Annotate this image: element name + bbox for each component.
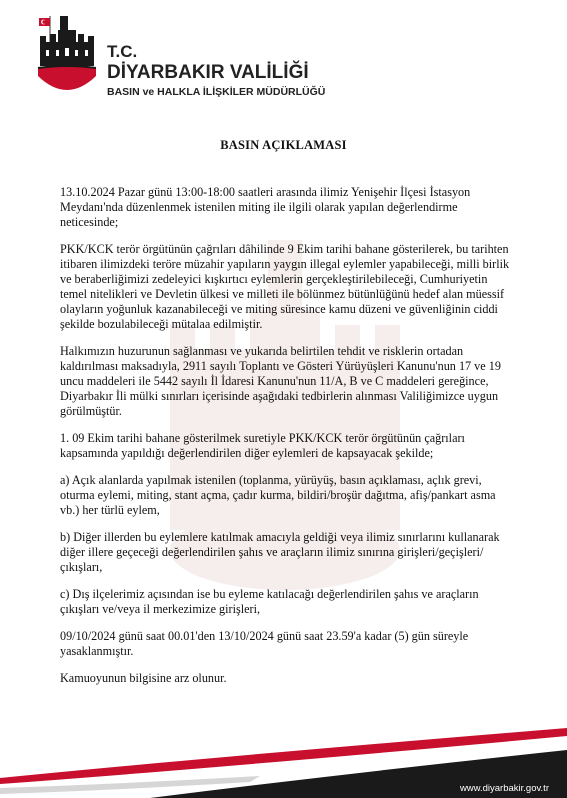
paragraph-item-b: b) Diğer illerden bu eylemlere katılmak amacıyla geldiği veya ilimiz sınırlarını kullanarak diğer illere geçeceği değerlendirilen şahıs ve araçların ilimiz sınırına girişleri/geçişleri/çıkışları, [60, 530, 500, 574]
paragraph-item-1: 1. 09 Ekim tarihi bahane gösterilmek suretiyle PKK/KCK terör örgütünün çağrıları kapsamında yapıldığı değerlendirilen diğer eylemleri de kapsayacak şekilde; [60, 431, 465, 460]
document-body [60, 185, 512, 698]
paragraph-closing: Kamuoyunun bilgisine arz olunur. [60, 671, 227, 685]
org-department: BASIN ve HALKLA İLİŞKİLER MÜDÜRLÜĞÜ [107, 86, 326, 98]
footer-url: www.diyarbakir.gov.tr [459, 783, 549, 794]
paragraph-item-c: c) Dış ilçelerimiz açısından ise bu eyleme katılacağı değerlendirilen şahıs ve araçların çıkışları ve/veya il merkezimize girişleri, [60, 587, 479, 616]
document-title: BASIN AÇIKLAMASI [220, 138, 347, 152]
paragraph-ban-period: 09/10/2024 günü saat 00.01'den 13/10/2024 günü saat 23.59'a kadar (5) gün süreyle yasaklanmıştır. [60, 629, 469, 658]
paragraph-measures: Halkımızın huzurunun sağlanması ve yukarıda belirtilen tehdit ve risklerin ortadan kaldırılması maksadıyla, 2911 sayılı Toplantı ve Gösteri Yürüyüşleri Kanunu'nun 17 ve 19 uncu maddeleri ile 5442 sayılı İl İdaresi Kanunu'nun 11/A, B ve C maddeleri gereğince, Diyarbakır İli mülki sınırları içerisinde aşağıdaki tedbirlerin alınması Valiliğimizce uygun görülmüştür. [60, 344, 501, 418]
org-name: DİYARBAKIR VALİLİĞİ [107, 62, 309, 83]
paragraph-threat: PKK/KCK terör örgütünün çağrıları dâhilinde 9 Ekim tarihi bahane gösterilerek, bu tarihten itibaren ilimizdeki teröre müzahir yapıların yaygın illegal eylemler yapabileceği, milli birlik ve beraberliğimizi zedeleyici kışkırtıcı eylemlerin gerçekleştirilebileceği, Cumhuriyetin temel nitelikleri ve Devletin ülkesi ve milleti ile bölünmez bütünlüğünü hedef alan müessif olayların yoğunluk kazanabileceği ve miting süresince kamu düzeni ve güvenliğinin ciddi şekilde bozulabileceği mütalaa edilmiştir. [60, 242, 510, 331]
org-line-tc: T.C. [107, 42, 138, 61]
letterhead [36, 14, 356, 104]
diyarbakir-governorship-logo [36, 14, 98, 104]
paragraph-item-a: a) Açık alanlarda yapılmak istenilen (toplanma, yürüyüş, basın açıklaması, açlık grevi, oturma eylemi, miting, stant açma, çadır kurma, bildiri/broşür dağıtma, afiş/pankart asma vb.) her türlü eylem, [60, 473, 496, 517]
paragraph-intro: 13.10.2024 Pazar günü 13:00-18:00 saatleri arasında ilimiz Yenişehir İlçesi İstasyon Meydanı'nda düzenlenmek istenilen miting ile ilgili olarak yapılan değerlendirme neticesinde; [60, 185, 471, 229]
